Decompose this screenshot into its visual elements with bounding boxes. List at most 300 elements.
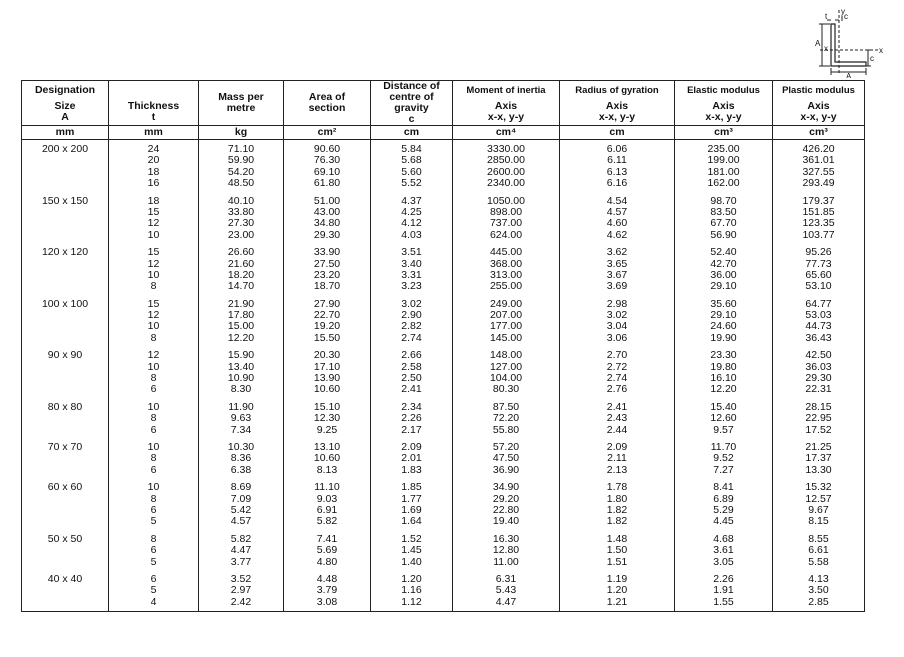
distance-value: 1.45 xyxy=(401,544,422,557)
elastic-value: 23.30 xyxy=(710,349,737,362)
radius-value: 1.21 xyxy=(606,595,628,608)
mass-value: 40.10 xyxy=(227,194,255,207)
plastic-cell xyxy=(773,140,865,192)
area-value: 15.50 xyxy=(313,331,341,344)
area-value: 10.60 xyxy=(313,383,341,396)
plastic-value: 8.55 xyxy=(808,532,829,545)
thickness-cell xyxy=(109,192,199,244)
area-value: 51.00 xyxy=(313,194,341,207)
mass-cell xyxy=(199,140,284,192)
size-group-row xyxy=(22,295,865,347)
moment-value: 898.00 xyxy=(489,205,523,218)
plastic-value: 53.10 xyxy=(805,280,832,293)
elastic-value: 199.00 xyxy=(707,154,740,167)
radius-value: 1.82 xyxy=(606,515,628,528)
elastic-value: 15.40 xyxy=(710,400,737,413)
size-group-row xyxy=(22,243,865,295)
thickness-value: 12 xyxy=(147,217,160,230)
elastic-value: 6.89 xyxy=(713,492,734,505)
elastic-value: 29.10 xyxy=(710,280,737,293)
plastic-cell xyxy=(773,478,865,530)
unit-area: cm² xyxy=(284,126,371,140)
size-cell: 120 x 120 xyxy=(22,243,109,295)
moment-value: 4.47 xyxy=(495,595,517,608)
moment-cell xyxy=(453,530,560,570)
diagram-label-t: t xyxy=(825,12,828,21)
thickness-header: Thickness t xyxy=(109,99,199,126)
area-cell xyxy=(284,398,371,438)
mass-value: 3.77 xyxy=(230,555,252,568)
moment-value: 6.31 xyxy=(495,572,517,585)
area-value: 5.82 xyxy=(316,515,338,528)
distance-value: 2.74 xyxy=(401,331,422,344)
area-cell xyxy=(284,530,371,570)
unit-distance: cm xyxy=(371,126,453,140)
moment-value: 737.00 xyxy=(489,217,523,230)
elastic-value: 52.40 xyxy=(710,246,737,259)
radius-header: Radius of gyration xyxy=(560,81,675,100)
unit-thickness: mm xyxy=(109,126,199,140)
size-cell: 80 x 80 xyxy=(22,398,109,438)
area-value: 9.25 xyxy=(316,423,338,436)
area-cell xyxy=(284,295,371,347)
table-body xyxy=(22,140,865,612)
unit-plastic: cm³ xyxy=(773,126,865,140)
mass-value: 13.40 xyxy=(227,360,255,373)
radius-value: 2.11 xyxy=(607,452,627,465)
radius-value: 3.69 xyxy=(606,280,628,293)
area-header: Area of section xyxy=(284,81,371,126)
elastic-value: 5.29 xyxy=(713,503,734,516)
radius-cell xyxy=(560,243,675,295)
plastic-value: 151.85 xyxy=(802,205,835,218)
size-group-row xyxy=(22,438,865,478)
mass-cell xyxy=(199,346,284,398)
elastic-cell xyxy=(675,192,773,244)
mass-value: 2.42 xyxy=(230,595,252,608)
plastic-value: 29.30 xyxy=(805,372,832,385)
thickness-value: 10 xyxy=(147,268,160,281)
moment-cell xyxy=(453,243,560,295)
area-value: 17.10 xyxy=(313,360,341,373)
plastic-value: 17.37 xyxy=(805,452,832,465)
area-cell xyxy=(284,438,371,478)
area-value: 4.48 xyxy=(316,572,338,585)
moment-value: 80.30 xyxy=(492,383,520,396)
thickness-value: 6 xyxy=(150,503,157,516)
thickness-value: 8 xyxy=(150,331,157,344)
distance-value: 2.50 xyxy=(401,372,422,385)
radius-value: 3.04 xyxy=(606,320,628,333)
size-group-row xyxy=(22,530,865,570)
plastic-cell xyxy=(773,346,865,398)
radius-cell xyxy=(560,295,675,347)
plastic-value: 36.43 xyxy=(805,331,832,344)
thickness-value: 8 xyxy=(150,492,157,505)
thickness-value: 16 xyxy=(147,177,160,190)
distance-value: 2.41 xyxy=(401,383,422,396)
area-value: 27.90 xyxy=(313,297,341,310)
mass-value: 21.90 xyxy=(227,297,255,310)
moment-value: 87.50 xyxy=(492,400,520,413)
diagram-label-x-left: x xyxy=(824,44,828,53)
thickness-value: 20 xyxy=(147,154,160,167)
plastic-cell xyxy=(773,530,865,570)
distance-value: 4.37 xyxy=(401,194,422,207)
elastic-value: 7.27 xyxy=(713,463,734,476)
elastic-value: 2.26 xyxy=(713,572,734,585)
thickness-value: 8 xyxy=(150,452,157,465)
moment-value: 5.43 xyxy=(495,584,517,597)
plastic-value: 15.32 xyxy=(805,481,832,494)
designation-header: Designation xyxy=(22,81,109,100)
mass-value: 3.52 xyxy=(230,572,252,585)
moment-value: 12.80 xyxy=(492,544,520,557)
mass-value: 26.60 xyxy=(227,246,255,259)
elastic-value: 9.57 xyxy=(713,423,734,436)
area-cell xyxy=(284,192,371,244)
plastic-value: 5.58 xyxy=(808,555,829,568)
thickness-value: 5 xyxy=(150,555,157,568)
radius-cell xyxy=(560,570,675,612)
moment-value: 36.90 xyxy=(492,463,520,476)
mass-value: 48.50 xyxy=(227,177,255,190)
area-value: 9.03 xyxy=(316,492,338,505)
radius-value: 1.80 xyxy=(606,492,628,505)
distance-value: 1.52 xyxy=(401,532,422,545)
elastic-value: 4.68 xyxy=(713,532,734,545)
distance-value: 2.17 xyxy=(401,423,422,436)
plastic-value: 44.73 xyxy=(805,320,832,333)
radius-cell xyxy=(560,192,675,244)
distance-value: 2.34 xyxy=(401,400,422,413)
elastic-cell xyxy=(675,346,773,398)
distance-value: 2.66 xyxy=(401,349,422,362)
distance-value: 5.68 xyxy=(401,154,422,167)
mass-value: 15.90 xyxy=(227,349,255,362)
moment-value: 313.00 xyxy=(489,268,523,281)
mass-value: 54.20 xyxy=(227,165,255,178)
radius-cell xyxy=(560,530,675,570)
elastic-value: 35.60 xyxy=(710,297,737,310)
radius-axis-header: Axis x-x, y-y xyxy=(560,99,675,126)
mass-value: 59.90 xyxy=(227,154,255,167)
radius-value: 4.54 xyxy=(606,194,628,207)
plastic-value: 103.77 xyxy=(802,228,835,241)
plastic-cell xyxy=(773,438,865,478)
mass-cell xyxy=(199,295,284,347)
distance-value: 5.84 xyxy=(401,143,422,155)
size-cell: 70 x 70 xyxy=(22,438,109,478)
distance-value: 4.03 xyxy=(401,228,422,241)
radius-value: 4.60 xyxy=(606,217,628,230)
plastic-value: 179.37 xyxy=(802,194,835,207)
elastic-value: 3.61 xyxy=(713,544,734,557)
area-value: 29.30 xyxy=(313,228,341,241)
area-value: 8.13 xyxy=(316,463,338,476)
area-value: 3.08 xyxy=(316,595,338,608)
distance-value: 2.01 xyxy=(401,452,422,465)
area-value: 5.69 xyxy=(316,544,338,557)
thickness-value: 8 xyxy=(150,280,157,293)
mass-cell xyxy=(199,438,284,478)
area-cell xyxy=(284,243,371,295)
thickness-cell xyxy=(109,346,199,398)
moment-value: 72.20 xyxy=(492,412,520,425)
moment-value: 368.00 xyxy=(489,257,523,270)
distance-value: 1.64 xyxy=(401,515,422,528)
thickness-cell xyxy=(109,295,199,347)
moment-value: 207.00 xyxy=(489,309,523,322)
radius-value: 6.06 xyxy=(606,143,628,155)
radius-value: 2.09 xyxy=(606,440,628,453)
plastic-value: 21.25 xyxy=(805,440,832,453)
mass-value: 71.10 xyxy=(227,143,255,155)
moment-value: 2850.00 xyxy=(487,154,525,167)
distance-value: 2.90 xyxy=(401,309,422,322)
thickness-header-top xyxy=(109,81,199,100)
moment-value: 2340.00 xyxy=(487,177,525,190)
area-cell xyxy=(284,140,371,192)
diagram-label-y: y xyxy=(841,7,845,16)
size-group-row xyxy=(22,570,865,612)
plastic-value: 361.01 xyxy=(802,154,835,167)
moment-cell xyxy=(453,295,560,347)
mass-value: 8.36 xyxy=(230,452,252,465)
area-value: 34.80 xyxy=(313,217,341,230)
radius-value: 2.76 xyxy=(606,383,628,396)
moment-value: 57.20 xyxy=(492,440,520,453)
thickness-value: 10 xyxy=(147,400,160,413)
elastic-cell xyxy=(675,438,773,478)
area-value: 43.00 xyxy=(313,205,341,218)
elastic-value: 83.50 xyxy=(710,205,737,218)
size-group-row xyxy=(22,398,865,438)
moment-value: 29.20 xyxy=(492,492,520,505)
elastic-value: 12.60 xyxy=(710,412,737,425)
radius-value: 2.44 xyxy=(606,423,628,436)
radius-value: 2.43 xyxy=(606,412,628,425)
elastic-value: 8.41 xyxy=(713,481,734,494)
thickness-value: 6 xyxy=(150,544,157,557)
diagram-label-c-right: c xyxy=(870,54,874,63)
mass-value: 11.90 xyxy=(228,400,254,413)
area-value: 10.60 xyxy=(313,452,341,465)
plastic-axis-header: Axis x-x, y-y xyxy=(773,99,865,126)
elastic-cell xyxy=(675,478,773,530)
area-value: 69.10 xyxy=(313,165,341,178)
distance-value: 1.69 xyxy=(401,503,422,516)
distance-header: Distance of centre of gravity c xyxy=(371,81,453,126)
distance-cell xyxy=(371,140,453,192)
distance-value: 1.16 xyxy=(401,584,422,597)
distance-value: 4.25 xyxy=(401,205,422,218)
elastic-value: 42.70 xyxy=(710,257,737,270)
size-header: Size A xyxy=(22,99,109,126)
elastic-value: 181.00 xyxy=(707,165,740,178)
size-cell: 60 x 60 xyxy=(22,478,109,530)
size-group-row xyxy=(22,192,865,244)
area-cell xyxy=(284,478,371,530)
moment-value: 445.00 xyxy=(489,246,523,259)
elastic-value: 1.91 xyxy=(713,584,734,597)
radius-value: 2.41 xyxy=(606,400,628,413)
moment-value: 148.00 xyxy=(489,349,523,362)
radius-value: 1.20 xyxy=(606,584,628,597)
mass-value: 5.42 xyxy=(230,503,252,516)
radius-value: 3.02 xyxy=(606,309,628,322)
moment-cell xyxy=(453,398,560,438)
elastic-cell xyxy=(675,243,773,295)
moment-value: 19.40 xyxy=(492,515,520,528)
mass-value: 33.80 xyxy=(227,205,255,218)
equal-angle-properties-table xyxy=(21,80,865,612)
moment-value: 55.80 xyxy=(492,423,520,436)
mass-value: 21.60 xyxy=(227,257,255,270)
thickness-value: 5 xyxy=(150,515,157,528)
plastic-value: 426.20 xyxy=(802,143,835,155)
plastic-value: 293.49 xyxy=(802,177,835,190)
distance-cell xyxy=(371,398,453,438)
thickness-value: 15 xyxy=(147,205,160,218)
radius-value: 4.57 xyxy=(606,205,628,218)
unit-moment: cm⁴ xyxy=(453,126,560,140)
size-cell: 100 x 100 xyxy=(22,295,109,347)
radius-value: 3.06 xyxy=(606,331,628,344)
plastic-value: 4.13 xyxy=(808,572,829,585)
moment-value: 34.90 xyxy=(492,481,520,494)
area-value: 15.10 xyxy=(313,400,341,413)
distance-value: 3.23 xyxy=(401,280,422,293)
elastic-value: 19.90 xyxy=(710,331,737,344)
radius-value: 6.13 xyxy=(606,165,628,178)
plastic-value: 42.50 xyxy=(805,349,832,362)
mass-value: 15.00 xyxy=(227,320,255,333)
thickness-cell xyxy=(109,530,199,570)
distance-cell xyxy=(371,530,453,570)
area-value: 4.80 xyxy=(316,555,338,568)
area-value: 11.10 xyxy=(314,481,340,494)
distance-value: 2.58 xyxy=(401,360,422,373)
thickness-cell xyxy=(109,140,199,192)
size-group-row xyxy=(22,346,865,398)
thickness-cell xyxy=(109,478,199,530)
elastic-value: 4.45 xyxy=(713,515,734,528)
plastic-value: 95.26 xyxy=(805,246,832,259)
thickness-value: 8 xyxy=(150,372,157,385)
thickness-cell xyxy=(109,570,199,612)
moment-value: 104.00 xyxy=(489,372,523,385)
thickness-value: 12 xyxy=(147,309,160,322)
elastic-value: 24.60 xyxy=(710,320,737,333)
distance-cell xyxy=(371,346,453,398)
distance-value: 3.40 xyxy=(401,257,422,270)
units-row xyxy=(22,126,865,140)
distance-value: 1.85 xyxy=(401,481,422,494)
moment-cell xyxy=(453,346,560,398)
distance-value: 1.20 xyxy=(401,572,422,585)
thickness-value: 24 xyxy=(147,143,160,155)
mass-cell xyxy=(199,398,284,438)
radius-value: 2.72 xyxy=(606,360,628,373)
moment-value: 1050.00 xyxy=(487,194,525,207)
moment-value: 127.00 xyxy=(489,360,523,373)
moment-value: 16.30 xyxy=(492,532,520,545)
elastic-cell xyxy=(675,295,773,347)
plastic-value: 6.61 xyxy=(808,544,829,557)
plastic-value: 123.35 xyxy=(802,217,835,230)
distance-value: 5.52 xyxy=(401,177,422,190)
size-cell: 150 x 150 xyxy=(22,192,109,244)
thickness-value: 10 xyxy=(147,228,160,241)
mass-value: 8.30 xyxy=(230,383,252,396)
plastic-cell xyxy=(773,570,865,612)
distance-value: 1.40 xyxy=(401,555,422,568)
mass-cell xyxy=(199,478,284,530)
plastic-header: Plastic modulus xyxy=(773,81,865,100)
thickness-value: 15 xyxy=(147,246,160,259)
plastic-value: 64.77 xyxy=(805,297,832,310)
mass-value: 10.30 xyxy=(227,440,255,453)
distance-cell xyxy=(371,570,453,612)
elastic-cell xyxy=(675,140,773,192)
radius-value: 1.48 xyxy=(606,532,628,545)
moment-cell xyxy=(453,438,560,478)
thickness-cell xyxy=(109,398,199,438)
distance-value: 3.51 xyxy=(401,246,422,259)
elastic-value: 12.20 xyxy=(710,383,737,396)
diagram-label-c-top: c xyxy=(844,12,848,21)
thickness-value: 18 xyxy=(147,165,160,178)
size-cell: 90 x 90 xyxy=(22,346,109,398)
size-cell: 200 x 200 xyxy=(22,140,109,192)
mass-cell xyxy=(199,530,284,570)
mass-value: 5.82 xyxy=(230,532,252,545)
size-cell: 40 x 40 xyxy=(22,570,109,612)
elastic-value: 56.90 xyxy=(710,228,737,241)
moment-header: Moment of inertia xyxy=(453,81,560,100)
radius-cell xyxy=(560,478,675,530)
moment-cell xyxy=(453,570,560,612)
mass-value: 7.34 xyxy=(230,423,252,436)
header-row-1 xyxy=(22,81,865,100)
elastic-value: 29.10 xyxy=(710,309,737,322)
elastic-value: 11.70 xyxy=(710,440,737,453)
unit-size: mm xyxy=(22,126,109,140)
thickness-value: 4 xyxy=(150,595,157,608)
mass-value: 18.20 xyxy=(227,268,255,281)
thickness-value: 8 xyxy=(150,412,157,425)
thickness-value: 6 xyxy=(150,463,157,476)
area-value: 27.50 xyxy=(313,257,341,270)
thickness-cell xyxy=(109,438,199,478)
radius-value: 2.70 xyxy=(606,349,628,362)
radius-cell xyxy=(560,346,675,398)
radius-value: 1.50 xyxy=(606,544,628,557)
area-cell xyxy=(284,570,371,612)
thickness-value: 6 xyxy=(150,572,157,585)
distance-value: 2.26 xyxy=(401,412,422,425)
distance-value: 3.02 xyxy=(401,297,422,310)
radius-value: 2.13 xyxy=(606,463,628,476)
area-value: 61.80 xyxy=(313,177,341,190)
mass-value: 6.38 xyxy=(230,463,252,476)
elastic-header: Elastic modulus xyxy=(675,81,773,100)
plastic-value: 9.67 xyxy=(808,503,829,516)
area-value: 13.10 xyxy=(313,440,341,453)
area-value: 7.41 xyxy=(316,532,338,545)
distance-value: 5.60 xyxy=(401,165,422,178)
